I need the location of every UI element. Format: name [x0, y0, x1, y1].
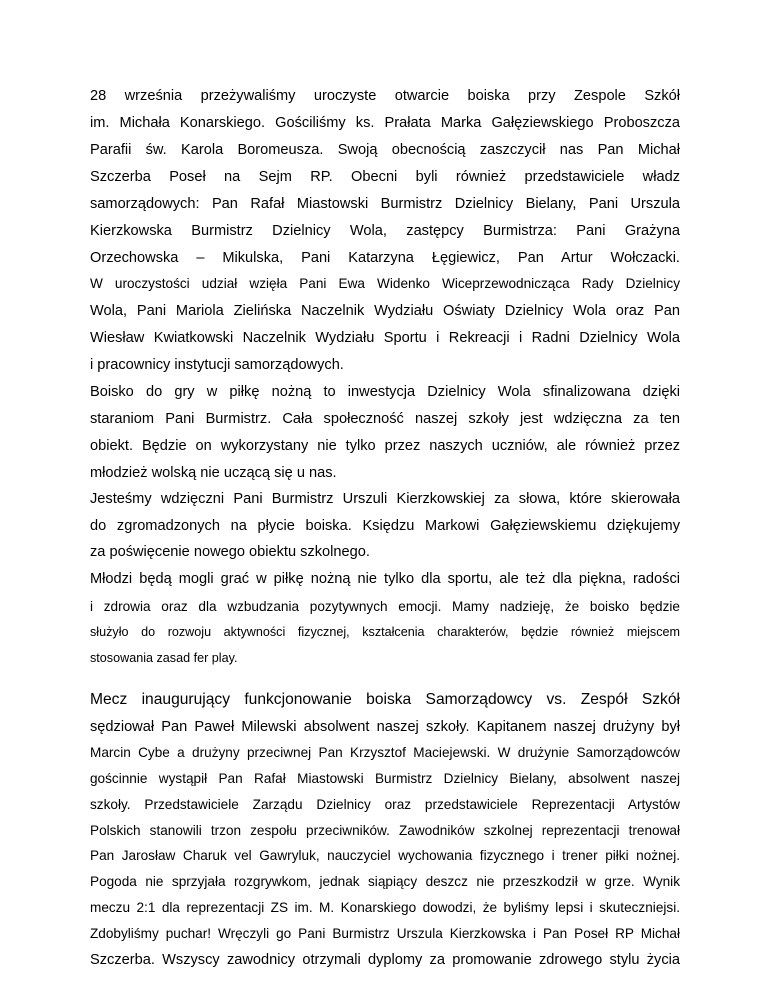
text-line: i zdrowia oraz dla wzbudzania pozytywnych emocji. Mamy nadzieję, że boisko będzie	[90, 599, 680, 614]
text-line: Szczerba. Wszyscy zawodnicy otrzymali dyplomy za promowanie zdrowego stylu życia	[90, 952, 680, 968]
text-line: Zdobyliśmy puchar! Wręczyli go Pani Burmistrz Urszula Kierzkowska i Pan Poseł RP Michał	[90, 926, 680, 941]
text-line: Orzechowska – Mikulska, Pani Katarzyna Łęgiewicz, Pan Artur Wołczacki.	[90, 250, 680, 266]
text-line: Boisko do gry w piłkę nożną to inwestycja Dzielnicy Wola sfinalizowana dzięki	[90, 384, 680, 400]
text-line: meczu 2:1 dla reprezentacji ZS im. M. Konarskiego dowodzi, że byliśmy lepsi i skuteczniejsi.	[90, 900, 680, 915]
text-line: Parafii św. Karola Boromeusza. Swoją obecnością zaszczycił nas Pan Michał	[90, 142, 680, 158]
text-line: stosowania zasad fer play.	[90, 651, 238, 665]
text-line: młodzież wolską nie uczącą się u nas.	[90, 465, 337, 481]
text-line: sędziował Pan Paweł Milewski absolwent naszej szkoły. Kapitanem naszej drużyny był	[90, 719, 680, 735]
text-line: Młodzi będą mogli grać w piłkę nożną nie tylko dla sportu, ale też dla piękna, radości	[90, 571, 680, 587]
text-line: Polskich stanowili trzon zespołu przeciwników. Zawodników szkolnej reprezentacji trenował	[90, 823, 680, 838]
text-line: i pracownicy instytucji samorządowych.	[90, 357, 344, 373]
text-line: im. Michała Konarskiego. Gościliśmy ks. Prałata Marka Gałęziewskiego Proboszcza	[90, 115, 680, 131]
text-line: Mecz inaugurujący funkcjonowanie boiska Samorządowcy vs. Zespół Szkół	[90, 691, 680, 708]
text-line: Pan Jarosław Charuk vel Gawryluk, nauczyciel wychowania fizycznego i trener piłki nożnej.	[90, 848, 680, 863]
text-line: Jesteśmy wdzięczni Pani Burmistrz Urszuli Kierzkowskiej za słowa, które skierowała	[90, 491, 680, 507]
text-line: W uroczystości udział wzięła Pani Ewa Widenko Wiceprzewodnicząca Rady Dzielnicy	[90, 276, 680, 291]
text-line: Wiesław Kwiatkowski Naczelnik Wydziału Sportu i Rekreacji i Radni Dzielnicy Wola	[90, 330, 680, 346]
text-line: Szczerba Poseł na Sejm RP. Obecni byli również przedstawiciele władz	[90, 169, 680, 185]
text-line: Wola, Pani Mariola Zielińska Naczelnik Wydziału Oświaty Dzielnicy Wola oraz Pan	[90, 303, 680, 319]
text-line: za poświęcenie nowego obiektu szkolnego.	[90, 544, 370, 560]
text-line: gościnnie wystąpił Pan Rafał Miastowski Burmistrz Dzielnicy Bielany, absolwent naszej	[90, 771, 680, 786]
text-line: Pogoda nie sprzyjała rozgrywkom, jednak siąpiący deszcz nie przeszkodził w grze. Wynik	[90, 874, 680, 889]
text-line: Kierzkowska Burmistrz Dzielnicy Wola, zastępcy Burmistrza: Pani Grażyna	[90, 223, 680, 239]
text-line: do zgromadzonych na płycie boiska. Księdzu Markowi Gałęziewskiemu dziękujemy	[90, 518, 680, 534]
text-line: obiekt. Będzie on wykorzystany nie tylko przez naszych uczniów, ale również przez	[90, 438, 680, 454]
text-line: samorządowych: Pan Rafał Miastowski Burmistrz Dzielnicy Bielany, Pani Urszula	[90, 196, 680, 212]
text-line: służyło do rozwoju aktywności fizycznej, kształcenia charakterów, będzie również miejscem	[90, 625, 680, 639]
text-line: szkoły. Przedstawiciele Zarządu Dzielnicy oraz przedstawiciele Reprezentacji Artystów	[90, 797, 680, 812]
text-line: staraniom Pani Burmistrz. Cała społeczność naszej szkoły jest wdzięczna za ten	[90, 411, 680, 427]
text-line: Marcin Cybe a drużyny przeciwnej Pan Krzysztof Maciejewski. W drużynie Samorządowców	[90, 745, 680, 760]
text-line: 28 września przeżywaliśmy uroczyste otwarcie boiska przy Zespole Szkół	[90, 88, 680, 104]
